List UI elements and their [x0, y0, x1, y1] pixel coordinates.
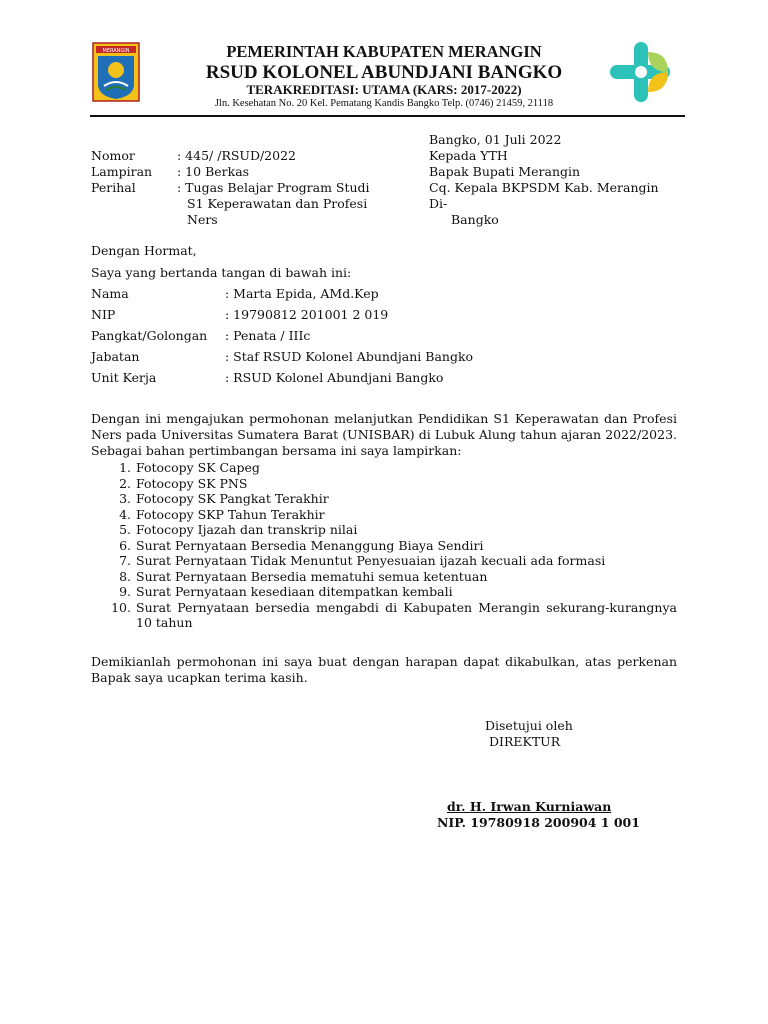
list-number: 2. [119, 475, 131, 491]
request-paragraph: Dengan ini mengajukan permohonan melanjutkan Pendidikan S1 Keperawatan dan Profesi Ners pada Universitas Sumatera Barat (UNISBAR) di Lubuk Alung tahun ajaran 2022/2023. Sebagai bahan pertimbangan bersama ini saya lampirkan: [91, 411, 677, 458]
list-item [91, 491, 677, 507]
list-item [91, 522, 677, 538]
recipient-line: Cq. Kepala BKPSDM Kab. Merangin [429, 180, 659, 195]
identity-label: Pangkat/Golongan [91, 328, 208, 343]
field-label-lampiran: Lampiran [91, 164, 153, 179]
list-text: Fotocopy SK Capeg [136, 460, 260, 475]
identity-label: Unit Kerja [91, 370, 157, 385]
perihal-line2: S1 Keperawatan dan Profesi [187, 196, 368, 211]
letterhead-line2: RSUD KOLONEL ABUNDJANI BANGKO [205, 62, 563, 83]
list-number: 1. [119, 460, 131, 475]
list-text: Surat Pernyataan bersedia mengabdi di Kabupaten Merangin sekurang-kurangnya 10 tahun [136, 599, 677, 630]
kemenkes-logo [608, 40, 672, 104]
field-label-nomor: Nomor [91, 148, 135, 163]
list-number: 3. [119, 491, 131, 506]
recipient-line: Bapak Bupati Merangin [429, 164, 581, 179]
identity-label: NIP [91, 307, 116, 322]
list-number: 8. [119, 568, 131, 584]
list-text: Fotocopy SKP Tahun Terakhir [136, 506, 325, 522]
list-text: Fotocopy SK PNS [136, 475, 248, 491]
identity-value: : Staf RSUD Kolonel Abundjani Bangko [225, 349, 474, 364]
signatory-name: dr. H. Irwan Kurniawan [447, 799, 612, 814]
list-item [91, 460, 677, 476]
list-item [91, 584, 677, 600]
closing-paragraph: Demikianlah permohonan ini saya buat dengan harapan dapat dikabulkan, atas perkenan Bapak saya ucapkan terima kasih. [91, 654, 677, 685]
signatory-title: DIREKTUR [489, 734, 561, 749]
intro-line: Saya yang bertanda tangan di bawah ini: [91, 265, 352, 280]
list-item [91, 569, 677, 585]
attachment-list [91, 460, 677, 631]
identity-value: : Penata / IIIc [225, 328, 311, 343]
greeting: Dengan Hormat, [91, 243, 197, 258]
logo-left-text: MERANGIN [102, 48, 130, 54]
field-label-perihal: Perihal [91, 180, 136, 195]
list-number: 6. [119, 537, 131, 553]
list-text: Surat Pernyataan Bersedia mematuhi semua ketentuan [136, 568, 488, 584]
field-value-perihal: : Tugas Belajar Program Studi [177, 180, 370, 195]
list-item [91, 507, 677, 523]
list-item [91, 476, 677, 492]
list-item [91, 538, 677, 554]
list-number: 9. [119, 584, 131, 599]
identity-value: : Marta Epida, AMd.Kep [225, 286, 379, 301]
recipient-line: Di- [429, 196, 448, 211]
perihal-line3: Ners [187, 212, 218, 227]
letterhead-address: Jln. Kesehatan No. 20 Kel. Pematang Kandis Bangko Telp. (0746) 21459, 21118 [214, 98, 554, 109]
signatory-nip: NIP. 19780918 200904 1 001 [437, 815, 640, 830]
identity-value: : RSUD Kolonel Abundjani Bangko [225, 370, 444, 385]
list-item [91, 553, 677, 569]
identity-label: Jabatan [91, 349, 140, 364]
letterhead-line1: PEMERINTAH KABUPATEN MERANGIN [226, 42, 542, 61]
list-number: 7. [119, 553, 131, 568]
field-value-lampiran: : 10 Berkas [177, 164, 250, 179]
identity-label: Nama [91, 286, 129, 301]
letterhead-divider [90, 115, 685, 117]
approved-by: Disetujui oleh [485, 718, 573, 733]
list-text: Fotocopy Ijazah dan transkrip nilai [136, 522, 358, 537]
list-text: Surat Pernyataan Bersedia Menanggung Biaya Sendiri [136, 537, 484, 553]
identity-value: : 19790812 201001 2 019 [225, 307, 389, 322]
recipient-line: Kepada YTH [429, 148, 508, 163]
list-number: 10. [111, 599, 131, 615]
letterhead-line3: TERAKREDITASI: UTAMA (KARS: 2017-2022) [246, 82, 522, 97]
list-item [91, 600, 677, 631]
field-value-nomor: : 445/ /RSUD/2022 [177, 148, 296, 163]
place-date: Bangko, 01 Juli 2022 [429, 132, 562, 147]
list-number: 5. [119, 522, 131, 537]
list-text: Surat Pernyataan kesediaan ditempatkan kembali [136, 584, 453, 599]
recipient-line: Bangko [451, 212, 499, 227]
list-text: Surat Pernyataan Tidak Menuntut Penyesuaian ijazah kecuali ada formasi [136, 553, 606, 568]
list-text: Fotocopy SK Pangkat Terakhir [136, 491, 329, 506]
list-number: 4. [119, 506, 131, 522]
